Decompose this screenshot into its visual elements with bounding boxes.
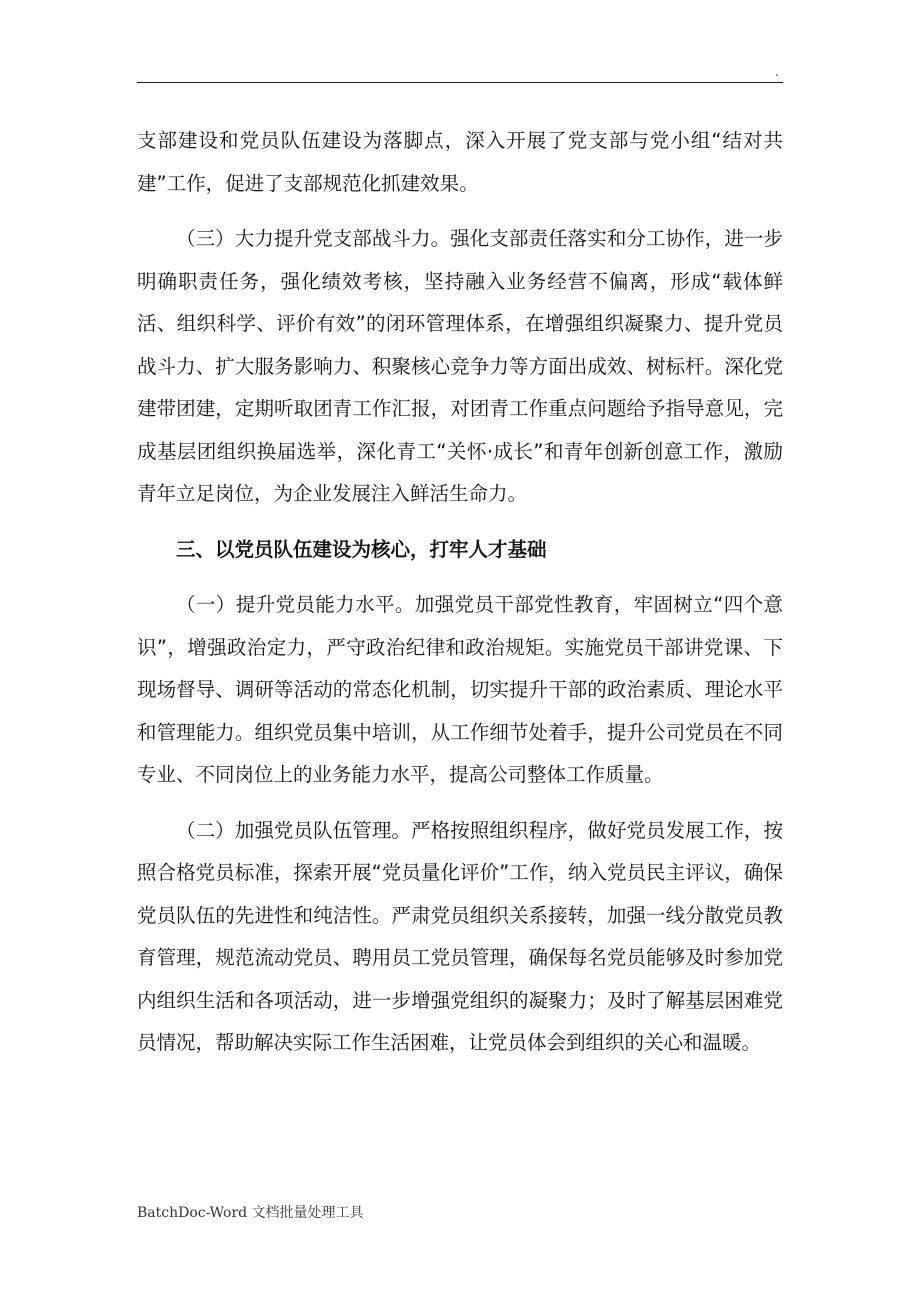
footer-watermark: BatchDoc-Word 文档批量处理工具 bbox=[137, 1205, 364, 1221]
header-dot: . bbox=[775, 65, 779, 79]
header-rule bbox=[137, 82, 783, 83]
paragraph-subsection-2: （二）加强党员队伍管理。严格按照组织程序，做好党员发展工作，按照合格党员标准，探索开展“党员量化评价”工作，纳入党员民主评议，确保党员队伍的先进性和纯洁性。严肃党员组织关系接转，加强一线分散党员教育管理，规范流动党员、聘用员工党员管理，确保每名党员能够及时参加党内组织生活和各项活动，进一步增强党组织的凝聚力；及时了解基层困难党员情况，帮助解决实际工作生活困难，让党员体会到组织的关心和温暖。 bbox=[137, 818, 783, 1054]
document-body bbox=[137, 120, 783, 1065]
paragraph-section-3: （三）大力提升党支部战斗力。强化支部责任落实和分工协作，进一步明确职责任务，强化绩效考核，坚持融入业务经营不偏离，形成“载体鲜活、组织科学、评价有效”的闭环管理体系，在增强组织凝聚力、提升党员战斗力、扩大服务影响力、积聚核心竞争力等方面出成效、树标杆。深化党建带团建，定期听取团青工作汇报，对团青工作重点问题给予指导意见，完成基层团组织换届选举，深化青工“关怀·成长”和青年创新创意工作，激励青年立足岗位，为企业发展注入鲜活生命力。 bbox=[137, 227, 783, 505]
paragraph-continuation: 支部建设和党员队伍建设为落脚点，深入开展了党支部与党小组“结对共建”工作，促进了支部规范化抓建效果。 bbox=[137, 129, 783, 195]
paragraph-subsection-1: （一）提升党员能力水平。加强党员干部党性教育，牢固树立“四个意识”，增强政治定力，严守政治纪律和政治规矩。实施党员干部讲党课、下现场督导、调研等活动的常态化机制，切实提升干部的政治素质、理论水平和管理能力。组织党员集中培训，从工作细节处着手，提升公司党员在不同专业、不同岗位上的业务能力水平，提高公司整体工作质量。 bbox=[137, 593, 783, 786]
section-heading: 三、以党员队伍建设为核心，打牢人才基础 bbox=[176, 537, 547, 561]
